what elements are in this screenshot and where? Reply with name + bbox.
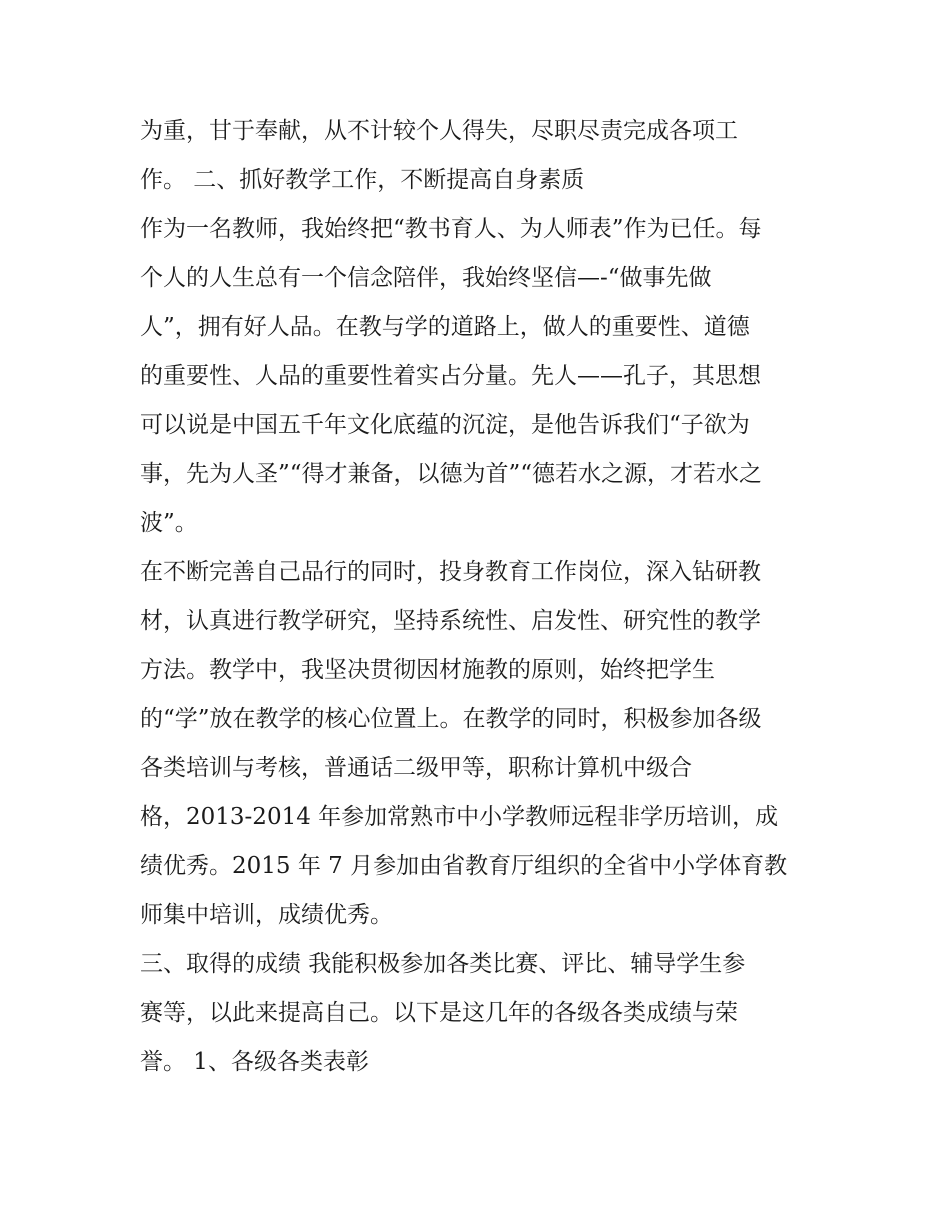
text-line: 的“学”放在教学的核心位置上。在教学的同时，积极参加各级	[140, 706, 762, 732]
text-line: 作为一名教师，我始终把“教书育人、为人师表”作为已任。每	[140, 216, 762, 242]
text-line: 绩优秀。2015 年 7 月参加由省教育厅组织的全省中小学体育教	[140, 853, 788, 879]
text-line: 材，认真进行教学研究，坚持系统性、启发性、研究性的教学	[140, 608, 761, 634]
text-line: 作。 二、抓好教学工作，不断提高自身素质	[140, 167, 585, 193]
text-line: 的重要性、人品的重要性着实占分量。先人——孔子，其思想	[140, 363, 761, 389]
text-line: 波”。	[140, 510, 198, 536]
text-line: 誉。 1、各级各类表彰	[140, 1049, 369, 1075]
text-line: 事，先为人圣”“得才兼备，以德为首”“德若水之源，才若水之	[140, 461, 763, 487]
text-line: 各类培训与考核，普通话二级甲等，职称计算机中级合	[140, 755, 692, 781]
text-line: 个人的人生总有一个信念陪伴，我始终坚信—-“做事先做	[140, 265, 712, 291]
text-line: 方法。教学中，我坚决贯彻因材施教的原则，始终把学生	[140, 657, 715, 683]
document-body	[140, 107, 820, 1087]
text-line: 赛等，以此来提高自己。以下是这几年的各级各类成绩与荣	[140, 1000, 738, 1026]
text-line: 人”，拥有好人品。在教与学的道路上，做人的重要性、道德	[140, 314, 750, 340]
text-line: 为重，甘于奉献，从不计较个人得失，尽职尽责完成各项工	[140, 118, 738, 144]
text-line: 三、取得的成绩 我能积极参加各类比赛、评比、辅导学生参	[140, 951, 746, 977]
text-line: 可以说是中国五千年文化底蕴的沉淀，是他告诉我们“子欲为	[140, 412, 750, 438]
text-line: 在不断完善自己品行的同时，投身教育工作岗位，深入钻研教	[140, 559, 761, 585]
text-line: 师集中培训，成绩优秀。	[140, 902, 393, 928]
text-line: 格，2013-2014 年参加常熟市中小学教师远程非学历培训，成	[140, 804, 779, 830]
